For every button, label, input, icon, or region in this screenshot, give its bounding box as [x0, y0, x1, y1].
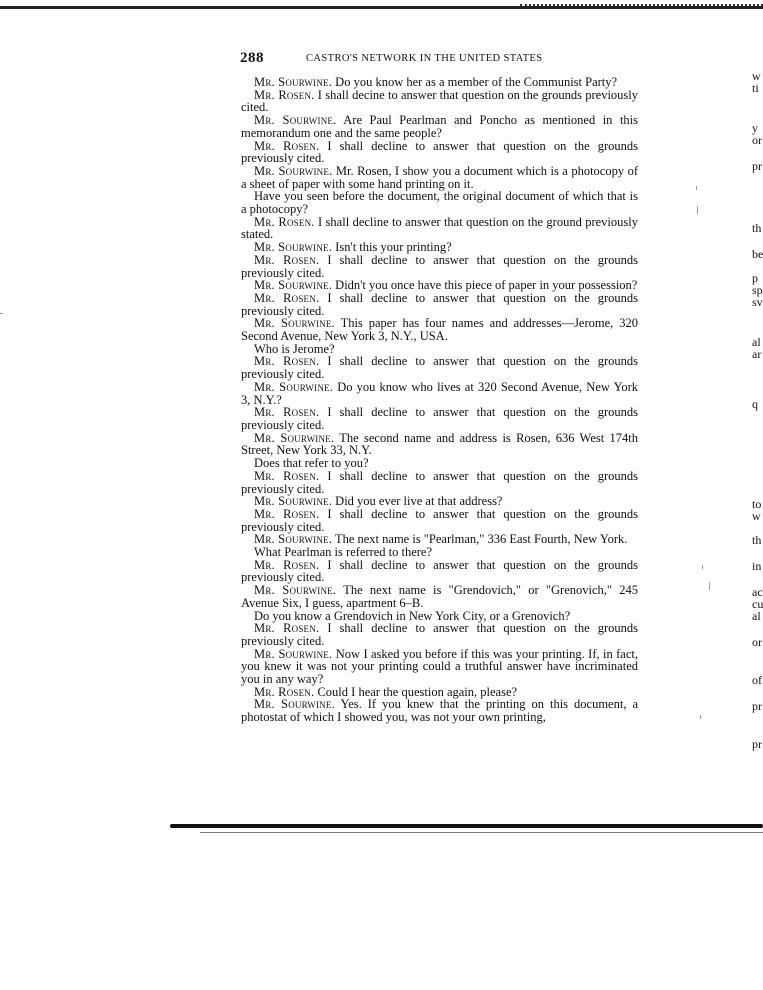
transcript-paragraph: [241, 216, 638, 241]
speaker-name: Mr. Sourwine.: [254, 494, 333, 509]
transcript-paragraph: [241, 190, 638, 215]
margin-fragment: cu: [752, 597, 763, 611]
transcript-paragraph: [241, 559, 638, 584]
paragraph-text: I shall decline to answer that question on the grounds previously cited.: [241, 138, 638, 166]
margin-fragment: p: [752, 271, 758, 285]
paragraph-text: I shall decine to answer that question on the grounds previously cited.: [241, 87, 638, 115]
margin-fragment: ti: [752, 81, 759, 95]
transcript-paragraph: [241, 470, 638, 495]
paragraph-text: I shall decline to answer that question on the ground previously stated.: [241, 214, 638, 242]
bottom-page-rule: [170, 824, 763, 828]
margin-fragment: al: [752, 609, 761, 623]
paragraph-text: Did you ever live at that address?: [332, 494, 503, 509]
margin-fragment: be: [752, 247, 763, 261]
paragraph-text: I shall decline to answer that question on the grounds previously cited.: [241, 405, 638, 432]
paragraph-text: Yes. If you knew that the printing on this document, a photostat of which I showed you, was not your own printing,: [241, 697, 639, 725]
margin-fragment: pr: [752, 159, 762, 173]
paragraph-text: This paper has four names and addresses—Jerome, 320 Second Avenue, New York 3, N.Y., USA.: [241, 316, 638, 344]
transcript-paragraph: [241, 292, 638, 317]
speaker-name: Mr. Sourwine.: [254, 430, 335, 445]
transcript-paragraph: [241, 584, 638, 609]
paragraph-text: I shall decline to answer that question on the grounds previously cited.: [241, 557, 638, 585]
margin-fragment: or: [752, 635, 762, 649]
transcript-paragraph: [241, 508, 638, 533]
page-header: [240, 50, 640, 70]
transcript-paragraph: [241, 432, 638, 457]
speaker-name: Mr. Sourwine.: [254, 240, 333, 255]
speaker-name: Mr. Sourwine.: [254, 583, 337, 598]
transcript-paragraph: [241, 254, 638, 279]
margin-fragment: ac: [752, 585, 763, 599]
paragraph-text: What Pearlman is referred to there?: [254, 545, 433, 560]
speaker-name: Mr. Sourwine.: [254, 316, 335, 331]
speaker-name: Mr. Rosen.: [254, 405, 320, 420]
speaker-name: Mr. Sourwine.: [254, 532, 333, 547]
margin-fragment: or: [752, 133, 762, 147]
scan-speck: [700, 715, 701, 719]
margin-fragment: ar: [752, 347, 762, 361]
running-title: CASTRO'S NETWORK IN THE UNITED STATES: [306, 53, 543, 64]
speaker-name: Mr. Sourwine.: [254, 75, 333, 89]
margin-fragment: al: [752, 335, 761, 349]
transcript-paragraph: [241, 648, 638, 686]
paragraph-text: Have you seen before the document, the original document of which that is a photocopy?: [241, 189, 638, 217]
paragraph-text: Didn't you once have this piece of paper in your possession?: [332, 278, 638, 293]
transcript-paragraph: [241, 140, 638, 165]
paragraph-text: I shall decline to answer that question on the grounds previously cited.: [241, 290, 638, 318]
paragraph-text: I shall decline to answer that question on the grounds previously cited.: [241, 506, 638, 534]
speaker-name: Mr. Rosen.: [254, 252, 320, 267]
paragraph-text: Does that refer to you?: [254, 456, 369, 471]
transcript-paragraph: [241, 114, 638, 139]
scan-speck: [696, 186, 697, 190]
margin-fragment: of: [752, 673, 762, 687]
margin-fragment: w: [752, 69, 761, 83]
transcript-paragraph: [241, 622, 638, 647]
top-dotted-rule: [520, 4, 763, 9]
transcript-paragraph: [241, 355, 638, 380]
speaker-name: Mr. Rosen.: [254, 506, 320, 521]
transcript-body: [241, 76, 638, 724]
transcript-paragraph: [241, 698, 638, 723]
speaker-name: Mr. Sourwine.: [254, 278, 333, 293]
transcript-paragraph: [241, 165, 638, 190]
speaker-name: Mr. Sourwine.: [254, 697, 335, 712]
scan-speck: [697, 206, 698, 214]
transcript-paragraph: [241, 381, 638, 406]
paragraph-text: I shall decline to answer that question on the grounds previously cited.: [241, 354, 638, 382]
speaker-name: Mr. Rosen.: [254, 557, 320, 572]
margin-fragment: y: [752, 121, 758, 135]
paragraph-text: I shall decline to answer that question on the grounds previously cited.: [241, 468, 638, 496]
paragraph-text: The next name is "Grendovich," or "Grenovich," 245 Avenue Six, I guess, apartment 6–B.: [241, 583, 638, 610]
margin-fragment: to: [752, 497, 762, 511]
paragraph-text: I shall decline to answer that question on the grounds previously cited.: [241, 621, 638, 648]
paragraph-text: The next name is "Pearlman," 336 East Fourth, New York.: [332, 532, 628, 547]
paragraph-text: Do you know her as a member of the Communist Party?: [332, 75, 618, 89]
paragraph-text: Could I hear the question again, please?: [314, 684, 518, 699]
speaker-name: Mr. Rosen.: [254, 290, 320, 305]
transcript-paragraph: [241, 406, 638, 431]
margin-fragment: in: [752, 559, 762, 573]
paragraph-text: Now I asked you before if this was your printing. If, in fact, you knew it was not your printing could a truthful answer have incriminated you in any way?: [241, 646, 638, 687]
transcript-paragraph: [241, 317, 638, 342]
adjacent-page-margin-fragments: [752, 0, 763, 990]
speaker-name: Mr. Rosen.: [254, 87, 315, 102]
margin-fragment: th: [752, 221, 762, 235]
page-number: 288: [240, 50, 264, 66]
speaker-name: Mr. Rosen.: [254, 621, 320, 636]
speaker-name: Mr. Rosen.: [254, 468, 320, 483]
paragraph-text: I shall decline to answer that question on the grounds previously cited.: [241, 252, 638, 280]
speaker-name: Mr. Rosen.: [254, 214, 315, 229]
speaker-name: Mr. Rosen.: [254, 354, 320, 369]
speaker-name: Mr. Rosen.: [254, 138, 320, 153]
margin-fragment: q: [752, 397, 758, 411]
speaker-name: Mr. Rosen.: [254, 684, 315, 699]
paragraph-text: Do you know who lives at 320 Second Avenue, New York 3, N.Y.?: [241, 379, 639, 407]
margin-fragment: th: [752, 533, 762, 547]
paragraph-text: The second name and address is Rosen, 636 West 174th Street, New York 33, N.Y.: [241, 430, 638, 458]
margin-fragment: w: [752, 509, 761, 523]
speaker-name: Mr. Sourwine.: [254, 113, 337, 128]
speaker-name: Mr. Sourwine.: [254, 163, 333, 178]
speaker-name: Mr. Sourwine.: [254, 646, 333, 661]
transcript-paragraph: [241, 89, 638, 114]
paragraph-text: Are Paul Pearlman and Poncho as mentioned in this memorandum one and the same people?: [241, 113, 639, 140]
paragraph-text: Isn't this your printing?: [332, 240, 452, 255]
scan-speck: [709, 582, 710, 590]
paragraph-text: Mr. Rosen, I show you a document which is a photocopy of a sheet of paper with some hand printing on it.: [241, 163, 638, 191]
scan-speck: [702, 565, 703, 569]
scan-speck: [0, 313, 3, 314]
bottom-thin-rule: [200, 832, 763, 833]
margin-fragment: sv: [752, 295, 763, 309]
speaker-name: Mr. Sourwine.: [254, 379, 334, 394]
paragraph-text: Who is Jerome?: [254, 341, 335, 356]
paragraph-text: Do you know a Grendovich in New York City, or a Grenovich?: [254, 608, 571, 623]
margin-fragment: pr: [752, 699, 762, 713]
margin-fragment: pr: [752, 737, 762, 751]
margin-fragment: sp: [752, 283, 763, 297]
